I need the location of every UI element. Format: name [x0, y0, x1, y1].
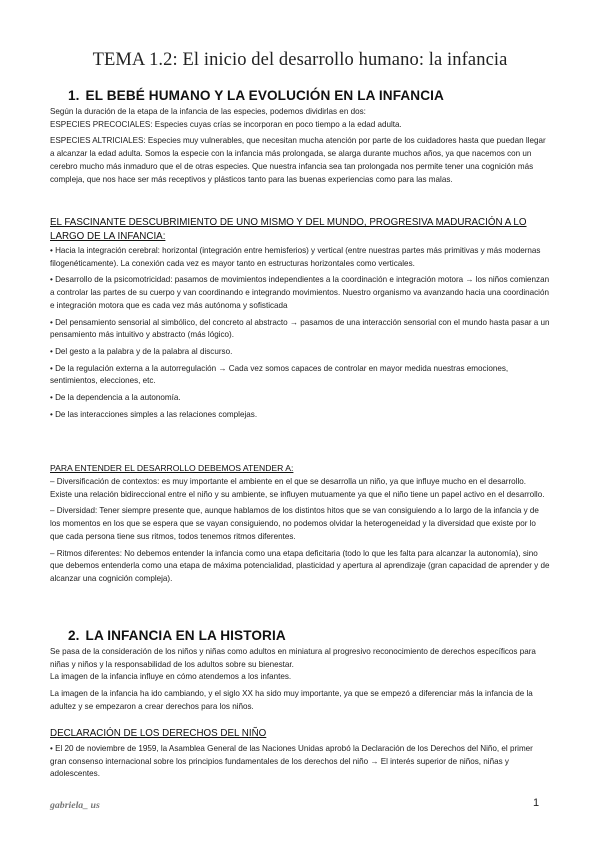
section-1-number: 1.: [68, 88, 80, 103]
list-item: – Ritmos diferentes: No debemos entender la infancia como una etapa deficitaria (todo lo que les falta para alcanzar la autonomía), sino que debemos entenderla como una etapa de máxima potencialidad, plasticidad y apertura al aprendizaje (gran capacidad de aprender y de alcanzar una cognición compleja).: [50, 548, 550, 583]
list-item: • El 20 de noviembre de 1959, la Asamblea General de las Naciones Unidas aprobó la Declaración de los Derechos del Niño, el primer gran consenso internacional sobre los principios fundamentales de los derechos del niño → El interés superior de niños, niñas y adolescentes.: [50, 744, 533, 779]
paragraph: La imagen de la infancia influye en cómo atendemos a los infantes.: [50, 672, 292, 682]
subsection-1-list: [50, 245, 550, 421]
list-item: • Hacia la integración cerebral: horizontal (integración entre hemisferios) y vertical (entre nuestras partes más primitivas y más modernas filogenéticamente). La conexión cada vez es mayor tanto en estructuras horizontales como verticales.: [50, 246, 541, 268]
paragraph: La imagen de la infancia ha ido cambiando, y el siglo XX ha sido muy importante, ya que se empezó a diferenciar más la infancia de la adultez y se empezaron a crear derechos para los niños.: [50, 689, 533, 711]
subsection-2-heading: PARA ENTENDER EL DESARROLLO DEBEMOS ATENDER A:: [50, 463, 294, 473]
list-item: • De las interacciones simples a las relaciones complejas.: [50, 409, 258, 419]
section-1-heading: [68, 88, 444, 103]
paragraph: Según la duración de la etapa de la infancia de las especies, podemos dividirlas en dos:: [50, 107, 366, 116]
subsection-3-heading: DECLARACIÓN DE LOS DERECHOS DEL NIÑO: [50, 728, 267, 739]
list-item: • De la regulación externa a la autorregulación → Cada vez somos capaces de controlar en mayor medida nuestras emociones, sentimientos, elecciones, etc.: [50, 363, 509, 386]
subsection-3-list: [50, 743, 550, 781]
section-1-title: EL BEBÉ HUMANO Y LA EVOLUCIÓN EN LA INFANCIA: [85, 88, 444, 103]
list-item: – Diversificación de contextos: es muy importante el ambiente en el que se desarrolla un niño, ya que influye mucho en el desarrollo. Existe una relación bidireccional entre el niño y su ambiente, se influyen mutuamente ya que el niño tiene un papel activo en el desarrollo.: [50, 477, 545, 499]
paragraph: Se pasa de la consideración de los niños y niñas como adultos en miniatura al progresivo reconocimiento de derechos específicos para niñas y niños y la responsabilidad de los adultos sobre su bienestar.: [50, 647, 536, 669]
section-2-body: [50, 646, 550, 714]
paragraph: ESPECIES ALTRICIALES: Especies muy vulnerables, que necesitan mucha atención por parte de los cuidadores hasta que puedan llegar a alcanzar la edad adulta. Somos la especie con la infancia más prolongada, se alarga durante muchos años, ya que nacemos con un cerebro mucho más inmaduro que el de otras especies. Que nuestra infancia sea tan prolongada nos permite tener una cognición más compleja, que nos hace ser más receptivos y plásticos tanto para las buenas experiencias como para las malas.: [50, 136, 546, 184]
paragraph: ESPECIES PRECOCIALES: Especies cuyas crías se incorporan en poco tiempo a la edad adulta.: [50, 119, 402, 129]
section-2-heading: [68, 628, 286, 643]
document-title: TEMA 1.2: El inicio del desarrollo humano: la infancia: [92, 50, 508, 70]
list-item: • De la dependencia a la autonomía.: [50, 393, 181, 403]
subsection-2-list: [50, 476, 550, 586]
list-item: – Diversidad: Tener siempre presente que, aunque hablamos de los distintos hitos que se van consiguiendo a lo largo de la infancia y de los momentos en los que se espera que se vayan consiguiendo, no podemos olvidar la heterogeneidad y la diversidad que existe por lo que cada persona tiene sus ritmos, todos tenemos ritmos diferentes.: [50, 506, 539, 541]
subsection-1-heading: EL FASCINANTE DESCUBRIMIENTO DE UNO MISMO Y DEL MUNDO, PROGRESIVA MADURACIÓN A LO LARGO DE LA INFANCIA:: [50, 217, 527, 242]
section-1-body: [50, 106, 550, 186]
footer-author: gabriela_ us: [50, 800, 100, 811]
list-item: • Desarrollo de la psicomotricidad: pasamos de movimientos independientes a la coordinación e integración motora → los niños comienzan a controlar las partes de su cuerpo y van coordinando e integrando movimientos. Nuestro organismo va avanzando hacia una coordinación e integración motora que es cada vez más autónoma y sofisticada: [50, 275, 550, 310]
list-item: • Del gesto a la palabra y de la palabra al discurso.: [50, 346, 233, 356]
section-2-title: LA INFANCIA EN LA HISTORIA: [85, 628, 286, 643]
page-number: 1: [533, 797, 540, 809]
section-2-number: 2.: [68, 628, 80, 643]
list-item: • Del pensamiento sensorial al simbólico, del concreto al abstracto → pasamos de una interacción sensorial con el mundo hasta pasar a un pensamiento más intuitivo y abstracto (más lógico).: [50, 317, 550, 340]
